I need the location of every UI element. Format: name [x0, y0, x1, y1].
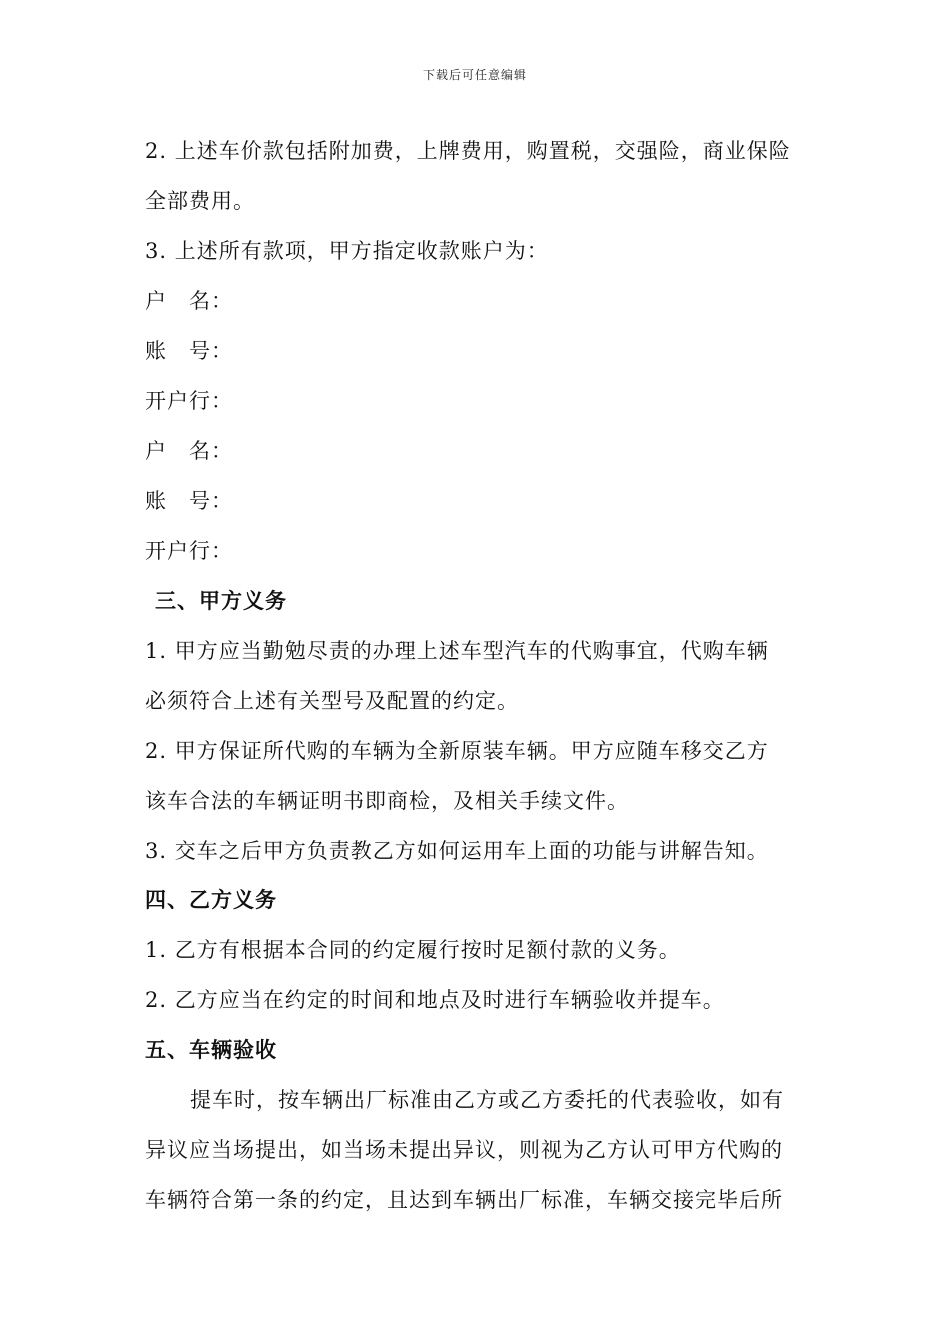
account-name-row-1 [145, 287, 233, 315]
account-number-row-1 [145, 337, 233, 365]
clause-2-line-2: 全部费用。 [145, 189, 255, 213]
bank-row-1: 开户行： [145, 389, 233, 413]
party-a-clause-2-line-1: 2. 甲方保证所代购的车辆为全新原装车辆。甲方应随车移交乙方 [145, 739, 769, 763]
party-b-clause-1-line-1: 1. 乙方有根据本合同的约定履行按时足额付款的义务。 [145, 938, 681, 962]
account-number-label-a-2: 账 [145, 489, 167, 513]
account-name-label-b-2: 名： [189, 439, 233, 463]
inspection-paragraph-line-2: 异议应当场提出，如当场未提出异议，则视为乙方认可甲方代购的 [145, 1138, 783, 1162]
account-number-label-b-2: 号： [189, 489, 233, 513]
account-number-row-2 [145, 487, 233, 515]
account-name-label-a: 户 [145, 289, 167, 313]
account-number-label-b: 号： [189, 339, 233, 363]
party-b-clause-2-line-1: 2. 乙方应当在约定的时间和地点及时进行车辆验收并提车。 [145, 988, 725, 1012]
account-name-label-b: 名： [189, 289, 233, 313]
party-a-clause-1-line-1: 1. 甲方应当勤勉尽责的办理上述车型汽车的代购事宜，代购车辆 [145, 639, 769, 663]
bank-row-2: 开户行： [145, 539, 233, 563]
inspection-paragraph-line-3: 车辆符合第一条的约定，且达到车辆出厂标准，车辆交接完毕后所 [145, 1188, 783, 1212]
section-heading-party-a-duties: 三、甲方义务 [155, 589, 287, 613]
section-heading-party-b-duties: 四、乙方义务 [145, 888, 277, 912]
section-heading-vehicle-inspection: 五、车辆验收 [145, 1038, 277, 1062]
party-a-clause-2-line-2: 该车合法的车辆证明书即商检，及相关手续文件。 [145, 789, 629, 813]
account-name-label-a-2: 户 [145, 439, 167, 463]
clause-3-line-1: 3. 上述所有款项，甲方指定收款账户为： [145, 239, 549, 263]
party-a-clause-1-line-2: 必须符合上述有关型号及配置的约定。 [145, 689, 519, 713]
page-header: 下载后可任意编辑 [422, 68, 527, 82]
account-number-label-a: 账 [145, 339, 167, 363]
party-a-clause-3-line-1: 3. 交车之后甲方负责教乙方如何运用车上面的功能与讲解告知。 [145, 839, 769, 863]
clause-2-line-1: 2. 上述车价款包括附加费，上牌费用，购置税，交强险，商业保险 [145, 139, 791, 163]
inspection-paragraph-line-1: 提车时，按车辆出厂标准由乙方或乙方委托的代表验收，如有 [190, 1088, 784, 1112]
account-name-row-2 [145, 437, 233, 465]
